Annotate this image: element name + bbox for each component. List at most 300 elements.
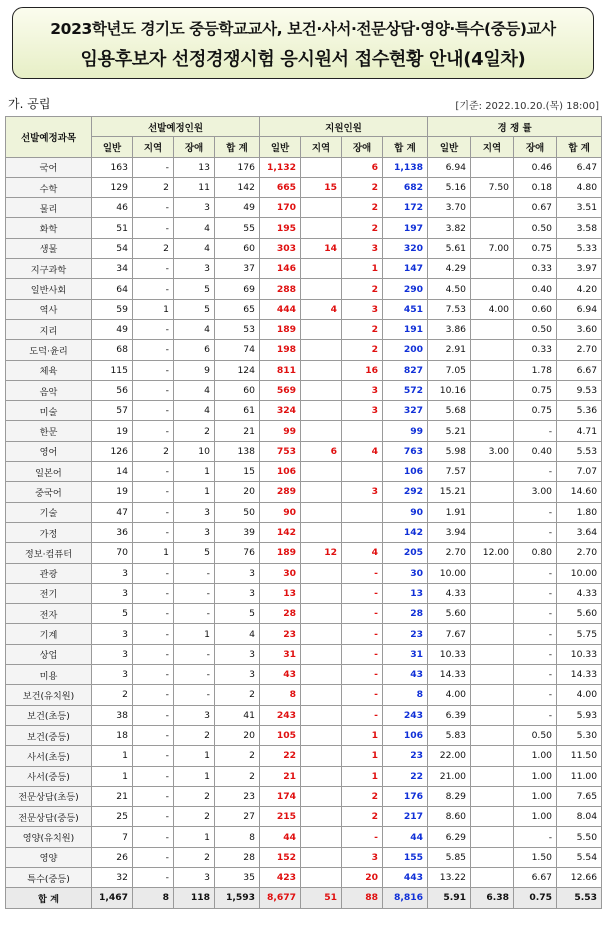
subject-cell: 합 계 bbox=[6, 888, 92, 908]
applicants-disabled-cell: 4 bbox=[342, 441, 383, 461]
applicants-regional-cell bbox=[301, 340, 342, 360]
title-banner bbox=[12, 7, 594, 79]
ratio-general-cell: 3.82 bbox=[428, 218, 471, 238]
quota-regional-cell: - bbox=[133, 644, 174, 664]
ratio-disabled-cell: 1.00 bbox=[514, 786, 557, 806]
applicants-total-cell: 99 bbox=[383, 421, 428, 441]
quota-regional-cell: - bbox=[133, 786, 174, 806]
ratio-regional-cell bbox=[471, 563, 514, 583]
ratio-regional-cell bbox=[471, 847, 514, 867]
applicants-regional-cell bbox=[301, 421, 342, 441]
applicants-regional-cell bbox=[301, 725, 342, 745]
ratio-disabled-cell: 0.33 bbox=[514, 259, 557, 279]
table-row bbox=[6, 157, 602, 177]
table-row bbox=[6, 441, 602, 461]
ratio-regional-cell bbox=[471, 725, 514, 745]
ratio-regional-cell bbox=[471, 705, 514, 725]
ratio-total-cell: 1.80 bbox=[557, 502, 602, 522]
ratio-total-cell: 10.33 bbox=[557, 644, 602, 664]
table-row bbox=[6, 543, 602, 563]
table-row bbox=[6, 644, 602, 664]
table-row bbox=[6, 177, 602, 197]
ratio-general-cell: 10.33 bbox=[428, 644, 471, 664]
quota-regional-cell: - bbox=[133, 827, 174, 847]
ratio-disabled-cell: - bbox=[514, 624, 557, 644]
ratio-total-cell: 4.00 bbox=[557, 685, 602, 705]
applicants-total-cell: 197 bbox=[383, 218, 428, 238]
applicants-regional-cell bbox=[301, 157, 342, 177]
quota-disabled-cell: - bbox=[174, 563, 215, 583]
subject-cell: 보건(중등) bbox=[6, 725, 92, 745]
ratio-general-cell: 14.33 bbox=[428, 665, 471, 685]
applicants-regional-cell: 12 bbox=[301, 543, 342, 563]
ratio-total-cell: 11.50 bbox=[557, 746, 602, 766]
ratio-disabled-cell: - bbox=[514, 604, 557, 624]
applicants-general-cell: 289 bbox=[260, 482, 301, 502]
quota-total-cell: 27 bbox=[215, 807, 260, 827]
quota-disabled-cell: 2 bbox=[174, 847, 215, 867]
applicants-general-cell: 1,132 bbox=[260, 157, 301, 177]
quota-general-cell: 115 bbox=[92, 360, 133, 380]
applicants-total-cell: 572 bbox=[383, 380, 428, 400]
applicants-regional-cell bbox=[301, 259, 342, 279]
applicants-general-cell: 43 bbox=[260, 665, 301, 685]
ratio-general-cell: 3.94 bbox=[428, 522, 471, 542]
ratio-disabled-cell: 3.00 bbox=[514, 482, 557, 502]
applicants-disabled-cell: 2 bbox=[342, 807, 383, 827]
quota-total-cell: 65 bbox=[215, 299, 260, 319]
quota-regional-cell: - bbox=[133, 502, 174, 522]
ratio-disabled-cell: 0.40 bbox=[514, 279, 557, 299]
quota-regional-cell: 1 bbox=[133, 543, 174, 563]
quota-disabled-cell: 3 bbox=[174, 867, 215, 887]
ratio-total-cell: 8.04 bbox=[557, 807, 602, 827]
applicants-general-cell: 105 bbox=[260, 725, 301, 745]
ratio-general-cell: 5.83 bbox=[428, 725, 471, 745]
applicants-general-cell: 569 bbox=[260, 380, 301, 400]
quota-total-cell: 138 bbox=[215, 441, 260, 461]
ratio-disabled-cell: 6.67 bbox=[514, 867, 557, 887]
quota-disabled-cell: 9 bbox=[174, 360, 215, 380]
quota-regional-cell: - bbox=[133, 766, 174, 786]
application-status-table bbox=[5, 116, 602, 909]
ratio-disabled-cell: 0.60 bbox=[514, 299, 557, 319]
header-quota-total: 합 계 bbox=[215, 137, 260, 157]
ratio-general-cell: 13.22 bbox=[428, 867, 471, 887]
applicants-regional-cell bbox=[301, 867, 342, 887]
section-label: 가. 공립 bbox=[8, 97, 51, 111]
ratio-total-cell: 7.65 bbox=[557, 786, 602, 806]
table-row bbox=[6, 827, 602, 847]
quota-general-cell: 14 bbox=[92, 462, 133, 482]
ratio-regional-cell bbox=[471, 259, 514, 279]
quota-disabled-cell: 11 bbox=[174, 177, 215, 197]
quota-disabled-cell: 5 bbox=[174, 543, 215, 563]
applicants-disabled-cell: 3 bbox=[342, 299, 383, 319]
quota-general-cell: 36 bbox=[92, 522, 133, 542]
table-row bbox=[6, 279, 602, 299]
header-ratio-total: 합 계 bbox=[557, 137, 602, 157]
applicants-total-cell: 443 bbox=[383, 867, 428, 887]
applicants-total-cell: 23 bbox=[383, 624, 428, 644]
table-row bbox=[6, 380, 602, 400]
quota-disabled-cell: 1 bbox=[174, 746, 215, 766]
ratio-general-cell: 7.67 bbox=[428, 624, 471, 644]
applicants-total-cell: 290 bbox=[383, 279, 428, 299]
subject-cell: 일반사회 bbox=[6, 279, 92, 299]
quota-disabled-cell: 13 bbox=[174, 157, 215, 177]
ratio-general-cell: 21.00 bbox=[428, 766, 471, 786]
ratio-total-cell: 12.66 bbox=[557, 867, 602, 887]
table-row bbox=[6, 482, 602, 502]
ratio-general-cell: 4.50 bbox=[428, 279, 471, 299]
total-row bbox=[6, 888, 602, 908]
applicants-disabled-cell: 2 bbox=[342, 340, 383, 360]
table-row bbox=[6, 867, 602, 887]
applicants-total-cell: 217 bbox=[383, 807, 428, 827]
quota-general-cell: 59 bbox=[92, 299, 133, 319]
quota-general-cell: 3 bbox=[92, 624, 133, 644]
subject-cell: 체육 bbox=[6, 360, 92, 380]
quota-disabled-cell: 4 bbox=[174, 401, 215, 421]
ratio-general-cell: 4.33 bbox=[428, 583, 471, 603]
applicants-disabled-cell: 16 bbox=[342, 360, 383, 380]
quota-general-cell: 3 bbox=[92, 665, 133, 685]
subject-cell: 국어 bbox=[6, 157, 92, 177]
applicants-general-cell: 423 bbox=[260, 867, 301, 887]
ratio-general-cell: 7.05 bbox=[428, 360, 471, 380]
ratio-total-cell: 5.50 bbox=[557, 827, 602, 847]
applicants-general-cell: 31 bbox=[260, 644, 301, 664]
applicants-general-cell: 753 bbox=[260, 441, 301, 461]
quota-total-cell: 39 bbox=[215, 522, 260, 542]
ratio-disabled-cell: - bbox=[514, 462, 557, 482]
quota-total-cell: 4 bbox=[215, 624, 260, 644]
quota-general-cell: 64 bbox=[92, 279, 133, 299]
ratio-total-cell: 4.20 bbox=[557, 279, 602, 299]
ratio-disabled-cell: - bbox=[514, 563, 557, 583]
quota-disabled-cell: 4 bbox=[174, 218, 215, 238]
quota-total-cell: 8 bbox=[215, 827, 260, 847]
quota-regional-cell: - bbox=[133, 259, 174, 279]
ratio-disabled-cell: - bbox=[514, 685, 557, 705]
title-line-2: 임용후보자 선정경쟁시험 응시원서 접수현황 안내(4일차) bbox=[80, 49, 526, 70]
subject-cell: 사서(초등) bbox=[6, 746, 92, 766]
applicants-total-cell: 1,138 bbox=[383, 157, 428, 177]
table-row bbox=[6, 259, 602, 279]
ratio-disabled-cell: 0.75 bbox=[514, 238, 557, 258]
subject-cell: 전자 bbox=[6, 604, 92, 624]
ratio-disabled-cell: 1.00 bbox=[514, 746, 557, 766]
quota-disabled-cell: 5 bbox=[174, 299, 215, 319]
ratio-disabled-cell: 0.80 bbox=[514, 543, 557, 563]
subject-cell: 생물 bbox=[6, 238, 92, 258]
applicants-total-cell: 31 bbox=[383, 644, 428, 664]
applicants-general-cell: 189 bbox=[260, 319, 301, 339]
quota-disabled-cell: 118 bbox=[174, 888, 215, 908]
table-row bbox=[6, 746, 602, 766]
quota-disabled-cell: 1 bbox=[174, 462, 215, 482]
quota-disabled-cell: 6 bbox=[174, 340, 215, 360]
quota-total-cell: 23 bbox=[215, 786, 260, 806]
applicants-total-cell: 176 bbox=[383, 786, 428, 806]
applicants-total-cell: 827 bbox=[383, 360, 428, 380]
quota-total-cell: 21 bbox=[215, 421, 260, 441]
header-applicants-general: 일반 bbox=[260, 137, 301, 157]
applicants-general-cell: 215 bbox=[260, 807, 301, 827]
subject-cell: 기술 bbox=[6, 502, 92, 522]
applicants-regional-cell bbox=[301, 401, 342, 421]
table-row bbox=[6, 522, 602, 542]
quota-general-cell: 3 bbox=[92, 563, 133, 583]
applicants-disabled-cell: - bbox=[342, 705, 383, 725]
applicants-general-cell: 90 bbox=[260, 502, 301, 522]
ratio-total-cell: 5.93 bbox=[557, 705, 602, 725]
quota-regional-cell: - bbox=[133, 563, 174, 583]
applicants-regional-cell bbox=[301, 462, 342, 482]
quota-regional-cell: 1 bbox=[133, 299, 174, 319]
applicants-general-cell: 444 bbox=[260, 299, 301, 319]
ratio-general-cell: 6.94 bbox=[428, 157, 471, 177]
ratio-disabled-cell: 0.40 bbox=[514, 441, 557, 461]
quota-general-cell: 56 bbox=[92, 380, 133, 400]
applicants-regional-cell: 6 bbox=[301, 441, 342, 461]
applicants-total-cell: 30 bbox=[383, 563, 428, 583]
quota-disabled-cell: 4 bbox=[174, 319, 215, 339]
quota-total-cell: 28 bbox=[215, 847, 260, 867]
quota-total-cell: 3 bbox=[215, 665, 260, 685]
subject-cell: 사서(중등) bbox=[6, 766, 92, 786]
ratio-regional-cell bbox=[471, 380, 514, 400]
table-row bbox=[6, 360, 602, 380]
quota-total-cell: 3 bbox=[215, 583, 260, 603]
quota-disabled-cell: 2 bbox=[174, 786, 215, 806]
applicants-disabled-cell: 88 bbox=[342, 888, 383, 908]
header-ratio-disabled: 장애 bbox=[514, 137, 557, 157]
applicants-disabled-cell bbox=[342, 421, 383, 441]
ratio-disabled-cell: 1.78 bbox=[514, 360, 557, 380]
applicants-total-cell: 28 bbox=[383, 604, 428, 624]
applicants-disabled-cell: 3 bbox=[342, 847, 383, 867]
table-row bbox=[6, 725, 602, 745]
quota-general-cell: 49 bbox=[92, 319, 133, 339]
ratio-general-cell: 5.91 bbox=[428, 888, 471, 908]
applicants-general-cell: 23 bbox=[260, 624, 301, 644]
applicants-regional-cell bbox=[301, 827, 342, 847]
applicants-disabled-cell: 3 bbox=[342, 482, 383, 502]
quota-general-cell: 32 bbox=[92, 867, 133, 887]
table-row bbox=[6, 421, 602, 441]
applicants-regional-cell bbox=[301, 746, 342, 766]
ratio-total-cell: 7.07 bbox=[557, 462, 602, 482]
quota-total-cell: 74 bbox=[215, 340, 260, 360]
ratio-general-cell: 5.21 bbox=[428, 421, 471, 441]
applicants-disabled-cell: 1 bbox=[342, 766, 383, 786]
table-row bbox=[6, 705, 602, 725]
applicants-disabled-cell: 3 bbox=[342, 380, 383, 400]
applicants-disabled-cell: 2 bbox=[342, 177, 383, 197]
applicants-regional-cell bbox=[301, 218, 342, 238]
quota-general-cell: 70 bbox=[92, 543, 133, 563]
ratio-general-cell: 1.91 bbox=[428, 502, 471, 522]
ratio-disabled-cell: 1.00 bbox=[514, 807, 557, 827]
table-row bbox=[6, 807, 602, 827]
ratio-regional-cell bbox=[471, 279, 514, 299]
quota-general-cell: 68 bbox=[92, 340, 133, 360]
quota-regional-cell: - bbox=[133, 847, 174, 867]
quota-general-cell: 47 bbox=[92, 502, 133, 522]
ratio-general-cell: 4.29 bbox=[428, 259, 471, 279]
ratio-disabled-cell: - bbox=[514, 665, 557, 685]
applicants-disabled-cell: - bbox=[342, 624, 383, 644]
applicants-disabled-cell: - bbox=[342, 827, 383, 847]
applicants-regional-cell: 15 bbox=[301, 177, 342, 197]
subject-cell: 미술 bbox=[6, 401, 92, 421]
table-row bbox=[6, 847, 602, 867]
quota-disabled-cell: 1 bbox=[174, 482, 215, 502]
ratio-regional-cell bbox=[471, 157, 514, 177]
ratio-disabled-cell: 0.67 bbox=[514, 198, 557, 218]
applicants-regional-cell bbox=[301, 583, 342, 603]
quota-general-cell: 19 bbox=[92, 421, 133, 441]
table-row bbox=[6, 604, 602, 624]
subject-cell: 지구과학 bbox=[6, 259, 92, 279]
quota-total-cell: 20 bbox=[215, 725, 260, 745]
applicants-regional-cell bbox=[301, 807, 342, 827]
quota-general-cell: 7 bbox=[92, 827, 133, 847]
table-row bbox=[6, 299, 602, 319]
ratio-general-cell: 15.21 bbox=[428, 482, 471, 502]
quota-regional-cell: - bbox=[133, 462, 174, 482]
applicants-general-cell: 30 bbox=[260, 563, 301, 583]
quota-disabled-cell: - bbox=[174, 685, 215, 705]
quota-regional-cell: - bbox=[133, 522, 174, 542]
applicants-total-cell: 327 bbox=[383, 401, 428, 421]
quota-general-cell: 21 bbox=[92, 786, 133, 806]
applicants-regional-cell: 14 bbox=[301, 238, 342, 258]
quota-general-cell: 163 bbox=[92, 157, 133, 177]
quota-general-cell: 1 bbox=[92, 766, 133, 786]
ratio-general-cell: 7.57 bbox=[428, 462, 471, 482]
ratio-total-cell: 2.70 bbox=[557, 543, 602, 563]
applicants-general-cell: 152 bbox=[260, 847, 301, 867]
applicants-disabled-cell: 3 bbox=[342, 238, 383, 258]
ratio-disabled-cell: - bbox=[514, 827, 557, 847]
applicants-regional-cell bbox=[301, 766, 342, 786]
applicants-total-cell: 43 bbox=[383, 665, 428, 685]
header-ratio: 경 쟁 률 bbox=[428, 117, 602, 137]
quota-general-cell: 1,467 bbox=[92, 888, 133, 908]
applicants-general-cell: 8,677 bbox=[260, 888, 301, 908]
applicants-general-cell: 170 bbox=[260, 198, 301, 218]
ratio-total-cell: 5.33 bbox=[557, 238, 602, 258]
applicants-regional-cell: 51 bbox=[301, 888, 342, 908]
subject-cell: 보건(초등) bbox=[6, 705, 92, 725]
subject-cell: 보건(유치원) bbox=[6, 685, 92, 705]
applicants-disabled-cell: - bbox=[342, 644, 383, 664]
ratio-regional-cell bbox=[471, 786, 514, 806]
quota-regional-cell: - bbox=[133, 218, 174, 238]
ratio-general-cell: 10.00 bbox=[428, 563, 471, 583]
ratio-regional-cell bbox=[471, 766, 514, 786]
table-row bbox=[6, 340, 602, 360]
applicants-general-cell: 99 bbox=[260, 421, 301, 441]
quota-total-cell: 60 bbox=[215, 238, 260, 258]
ratio-total-cell: 3.97 bbox=[557, 259, 602, 279]
applicants-general-cell: 142 bbox=[260, 522, 301, 542]
ratio-general-cell: 6.29 bbox=[428, 827, 471, 847]
ratio-disabled-cell: 0.33 bbox=[514, 340, 557, 360]
ratio-regional-cell: 7.00 bbox=[471, 238, 514, 258]
applicants-total-cell: 155 bbox=[383, 847, 428, 867]
quota-disabled-cell: 3 bbox=[174, 502, 215, 522]
applicants-general-cell: 13 bbox=[260, 583, 301, 603]
header-ratio-general: 일반 bbox=[428, 137, 471, 157]
header-applicants-disabled: 장애 bbox=[342, 137, 383, 157]
ratio-general-cell: 5.60 bbox=[428, 604, 471, 624]
applicants-regional-cell bbox=[301, 644, 342, 664]
table-row bbox=[6, 766, 602, 786]
quota-general-cell: 54 bbox=[92, 238, 133, 258]
applicants-disabled-cell: 2 bbox=[342, 198, 383, 218]
quota-regional-cell: - bbox=[133, 725, 174, 745]
ratio-general-cell: 5.68 bbox=[428, 401, 471, 421]
ratio-total-cell: 5.36 bbox=[557, 401, 602, 421]
quota-general-cell: 1 bbox=[92, 746, 133, 766]
ratio-total-cell: 5.60 bbox=[557, 604, 602, 624]
subject-cell: 정보·컴퓨터 bbox=[6, 543, 92, 563]
quota-total-cell: 2 bbox=[215, 685, 260, 705]
quota-disabled-cell: 1 bbox=[174, 766, 215, 786]
quota-total-cell: 2 bbox=[215, 746, 260, 766]
applicants-general-cell: 22 bbox=[260, 746, 301, 766]
quota-regional-cell: - bbox=[133, 380, 174, 400]
applicants-total-cell: 200 bbox=[383, 340, 428, 360]
applicants-disabled-cell: - bbox=[342, 563, 383, 583]
quota-general-cell: 18 bbox=[92, 725, 133, 745]
quota-general-cell: 129 bbox=[92, 177, 133, 197]
applicants-regional-cell bbox=[301, 198, 342, 218]
subject-cell: 물리 bbox=[6, 198, 92, 218]
quota-total-cell: 37 bbox=[215, 259, 260, 279]
applicants-disabled-cell bbox=[342, 502, 383, 522]
applicants-total-cell: 22 bbox=[383, 766, 428, 786]
ratio-total-cell: 9.53 bbox=[557, 380, 602, 400]
applicants-total-cell: 682 bbox=[383, 177, 428, 197]
subject-cell: 수학 bbox=[6, 177, 92, 197]
ratio-general-cell: 8.29 bbox=[428, 786, 471, 806]
subject-cell: 관광 bbox=[6, 563, 92, 583]
applicants-disabled-cell: 2 bbox=[342, 786, 383, 806]
quota-total-cell: 5 bbox=[215, 604, 260, 624]
quota-total-cell: 124 bbox=[215, 360, 260, 380]
applicants-total-cell: 8,816 bbox=[383, 888, 428, 908]
quota-total-cell: 49 bbox=[215, 198, 260, 218]
subject-cell: 전문상담(초등) bbox=[6, 786, 92, 806]
quota-disabled-cell: 10 bbox=[174, 441, 215, 461]
applicants-disabled-cell: 4 bbox=[342, 543, 383, 563]
table-row bbox=[6, 462, 602, 482]
applicants-disabled-cell: - bbox=[342, 583, 383, 603]
applicants-regional-cell bbox=[301, 522, 342, 542]
quota-total-cell: 60 bbox=[215, 380, 260, 400]
applicants-regional-cell bbox=[301, 279, 342, 299]
subject-cell: 전기 bbox=[6, 583, 92, 603]
applicants-total-cell: 320 bbox=[383, 238, 428, 258]
quota-regional-cell: - bbox=[133, 360, 174, 380]
table-row bbox=[6, 624, 602, 644]
quota-regional-cell: - bbox=[133, 319, 174, 339]
